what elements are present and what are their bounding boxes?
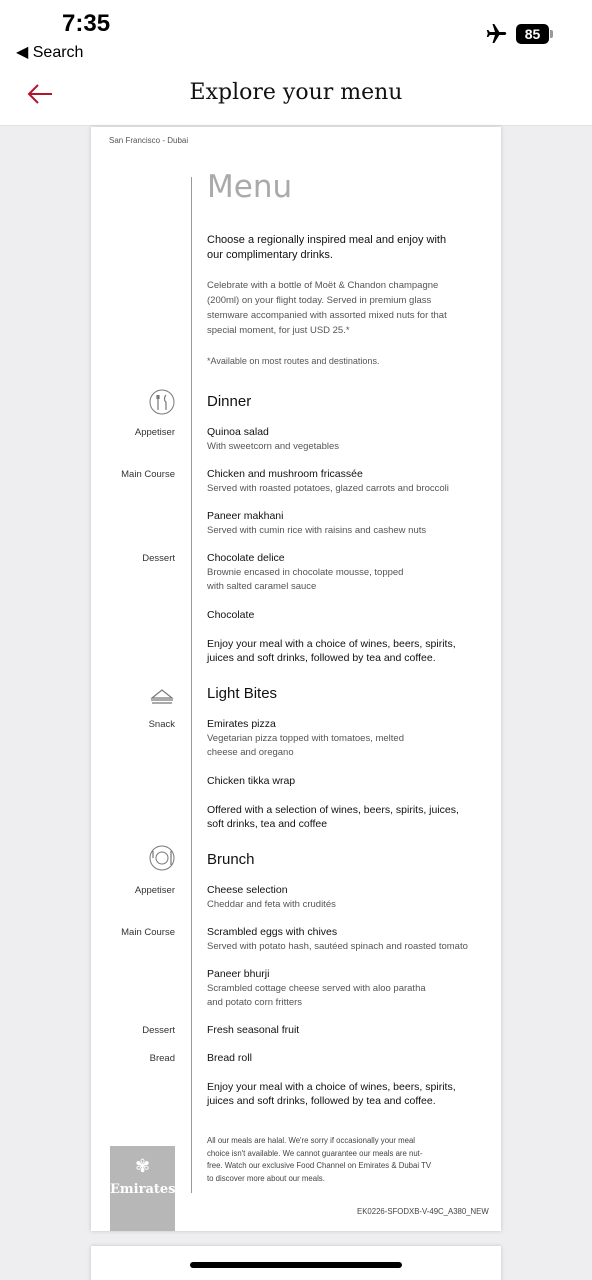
section-title-dinner: Dinner: [207, 393, 252, 410]
battery-level: 85: [516, 24, 549, 44]
dish-name: Chocolate delice: [207, 552, 285, 564]
promo-note: *Available on most routes and destinations.: [207, 356, 380, 366]
logo-text: Emirates: [110, 1182, 176, 1197]
dish-name: Cheese selection: [207, 884, 288, 896]
category-label: Main Course: [121, 927, 175, 938]
category-label: Dessert: [142, 553, 175, 564]
dish-description: With sweetcorn and vegetables: [207, 441, 340, 452]
dish-name: Fresh seasonal fruit: [207, 1024, 300, 1036]
airplane-icon: [484, 22, 508, 46]
category-label: Bread: [149, 1053, 175, 1064]
dish-name: Bread roll: [207, 1052, 252, 1064]
cutlery-icon: [149, 389, 175, 415]
home-indicator[interactable]: [190, 1262, 402, 1268]
beverage-note: Enjoy your meal with a choice of wines, beers, spirits, juices and soft drinks, followed by tea and coffee.: [207, 1081, 456, 1107]
dish-description: Served with roasted potatoes, glazed carrots and broccoli: [207, 483, 449, 494]
divider-line: [191, 177, 192, 1193]
dish-description: Vegetarian pizza topped with tomatoes, melted cheese and oregano: [207, 733, 404, 758]
beverage-note: Enjoy your meal with a choice of wines, beers, spirits, juices and soft drinks, followed by tea and coffee.: [207, 638, 456, 664]
dish-description: Served with potato hash, sautéed spinach and roasted tomato: [207, 941, 468, 952]
promo-text: Celebrate with a bottle of Moët & Chandon champagne (200ml) on your flight today. Served in premium glass stemware accompanied with assorted mixed nuts for that special moment, for just USD 25.*: [207, 280, 447, 336]
menu-document: [91, 127, 501, 1231]
status-bar: [0, 0, 592, 64]
emirates-logo: [110, 1146, 175, 1231]
sandwich-icon: [149, 682, 175, 708]
route-label: San Francisco - Dubai: [109, 136, 189, 145]
dish-description: Brownie encased in chocolate mousse, topped with salted caramel sauce: [207, 567, 404, 592]
battery-cap: [550, 30, 553, 38]
dish-description: Cheddar and feta with crudités: [207, 899, 336, 910]
dish-name: Paneer bhurji: [207, 968, 270, 980]
dish-name: Chicken and mushroom fricassée: [207, 468, 363, 480]
dish-name: Chocolate: [207, 609, 255, 621]
dish-name: Scrambled eggs with chives: [207, 926, 338, 938]
section-title-light-bites: Light Bites: [207, 685, 278, 702]
dish-description: Scrambled cottage cheese served with aloo paratha and potato corn fritters: [207, 983, 426, 1008]
category-label: Main Course: [121, 469, 175, 480]
dish-name: Emirates pizza: [207, 718, 276, 730]
page-title: Explore your menu: [189, 80, 403, 105]
beverage-note: Offered with a selection of wines, beers, spirits, juices, soft drinks, tea and coffee: [207, 804, 459, 830]
dish-name: Quinoa salad: [207, 426, 269, 438]
status-time: 7:35: [62, 10, 111, 37]
section-title-brunch: Brunch: [207, 851, 255, 868]
menu-code: EK0226-SFODXB-V-49C_A380_NEW: [357, 1207, 489, 1216]
dish-name: Chicken tikka wrap: [207, 775, 296, 787]
battery-indicator: [516, 24, 552, 44]
footnote: All our meals are halal. We're sorry if occasionally your meal choice isn't available. We cannot guarantee our meals are nut-free. Watch our exclusive Food Channel on Emirates & Dubai TV to discover more about our meals.: [207, 1136, 432, 1183]
menu-intro: Choose a regionally inspired meal and enjoy with our complimentary drinks.: [207, 234, 447, 261]
menu-title: Menu: [207, 169, 293, 205]
plate-icon: [149, 845, 175, 871]
dish-name: Paneer makhani: [207, 510, 284, 522]
category-label: Appetiser: [134, 427, 175, 438]
dish-description: Served with cumin rice with raisins and cashew nuts: [207, 525, 427, 536]
back-to-search-link[interactable]: ◀ Search: [16, 44, 84, 61]
logo-emblem: ✾: [134, 1156, 151, 1177]
category-label: Appetiser: [134, 885, 175, 896]
category-label: Dessert: [142, 1025, 175, 1036]
nav-bar: [0, 64, 592, 126]
category-label: Snack: [148, 719, 175, 730]
